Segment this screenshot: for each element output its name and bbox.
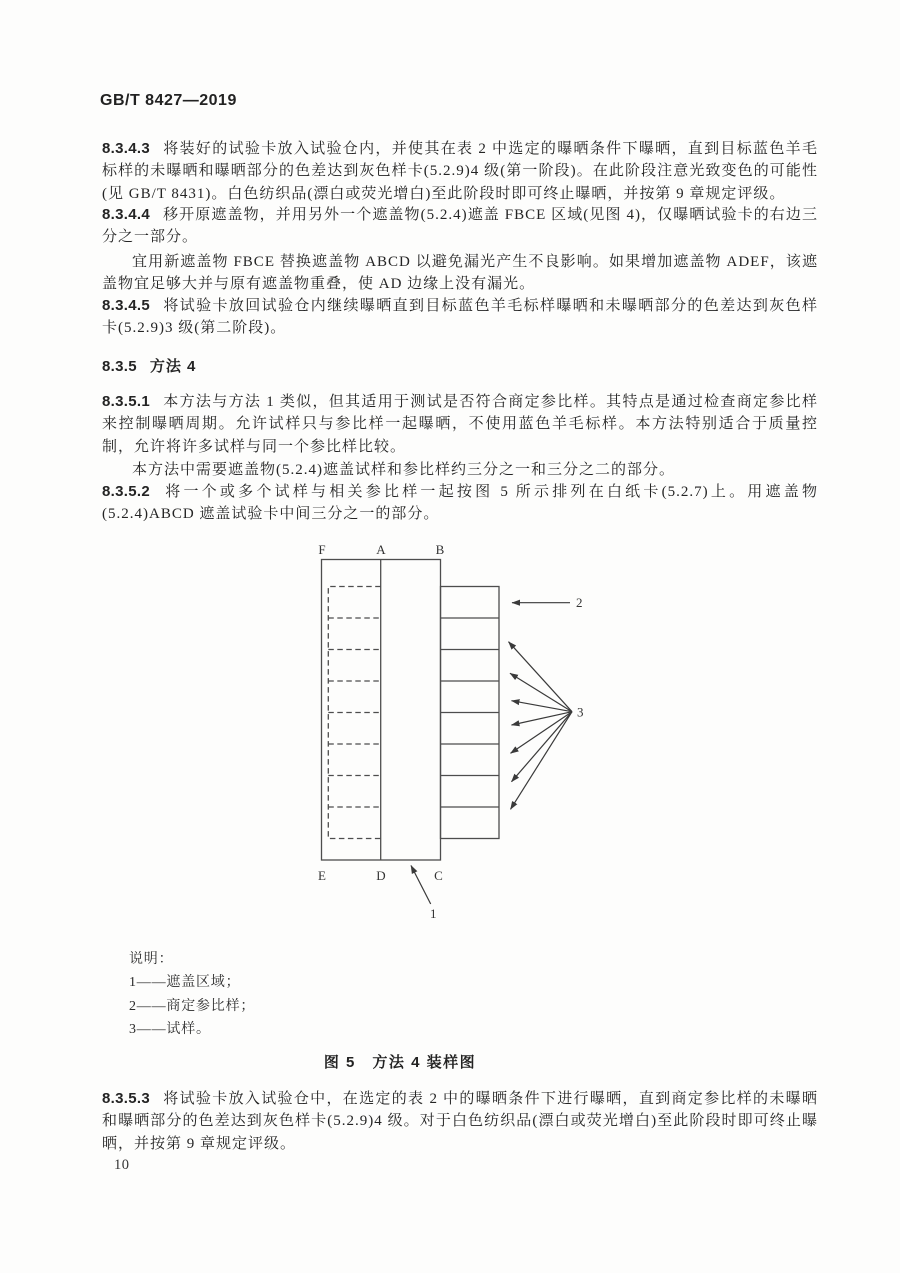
- section-title: 方法 4: [149, 358, 197, 375]
- clause-text: 宜用新遮盖物 FBCE 替换遮盖物 ABCD 以避免漏光产生不良影响。如果增加遮盖物 ADEF，该遮盖物宜足够大并与原有遮盖物重叠，使 AD 边缘上没有漏光。: [102, 254, 818, 293]
- paragraph-8.3.5.2: [102, 481, 818, 526]
- clause-number: 8.3.4.5: [102, 297, 150, 314]
- clause-number: 8.3.4.3: [102, 140, 150, 157]
- clause-text: 将装好的试验卡放入试验仓内，并使其在表 2 中选定的曝晒条件下曝晒，直到目标蓝色羊毛标样的未曝晒和曝晒部分的色差达到灰色样卡(5.2.9)4 级(第一阶段)。在此阶段注意光致变色的可能性(见 GB/T 8431)。白色纺织品(漂白或荧光增白)至此阶段时即可终止曝晒，并按第 9 章规定评级。: [102, 141, 818, 202]
- paragraph-note-cover: [102, 459, 818, 481]
- corner-label-a: A: [376, 542, 386, 557]
- corner-label-c: C: [434, 868, 443, 883]
- callout-label-2: 2: [576, 595, 583, 610]
- paragraph-note-fbce: [102, 251, 818, 296]
- clause-text: 将试验卡放入试验仓中，在选定的表 2 中的曝晒条件下进行曝晒，直到商定参比样的未曝晒和曝晒部分的色差达到灰色样卡(5.2.9)4 级。对于白色纺织品(漂白或荧光增白)至此阶段时即可终止曝晒，并按第 9 章规定评级。: [102, 1091, 818, 1152]
- paragraph-8.3.4.3: [102, 138, 818, 205]
- covered-area-arrow: [411, 866, 431, 905]
- paragraph-8.3.4.5: [102, 295, 818, 340]
- specimen-arrow-fan: [509, 642, 573, 810]
- paragraph-8.3.5.1: [102, 391, 818, 458]
- specimen-dashed-dividers: [328, 618, 380, 807]
- reference-strip-dividers: [441, 618, 500, 807]
- clause-number: 8.3.5.3: [102, 1090, 150, 1107]
- clause-text: 本方法与方法 1 类似，但其适用于测试是否符合商定参比样。其特点是通过检查商定参比样来控制曝晒周期。允许试样只与参比样一起曝晒，不使用蓝色羊毛标样。本方法特别适合于质量控制，允许将许多试样与同一个参比样比较。: [102, 394, 818, 455]
- legend-item-2: 2——商定参比样；: [129, 998, 256, 1014]
- standard-number: GB/T 8427—2019: [100, 92, 237, 109]
- section-number: 8.3.5: [102, 358, 137, 375]
- legend-item-3: 3——试样。: [129, 1021, 211, 1037]
- legend-title: 说明：: [129, 952, 174, 967]
- corner-label-e: E: [318, 868, 326, 883]
- figure-legend: [129, 948, 255, 1041]
- callout-label-1: 1: [430, 906, 437, 921]
- section-heading-8.3.5: [102, 356, 818, 378]
- figure-caption: 图 5 方法 4 装样图: [323, 1054, 477, 1071]
- legend-item-1: 1——遮盖区域；: [129, 975, 241, 991]
- paragraph-8.3.4.4: [102, 204, 818, 249]
- corner-label-d: D: [376, 868, 386, 883]
- clause-text: 将一个或多个试样与相关参比样一起按图 5 所示排列在白纸卡(5.2.7)上。用遮盖物(5.2.4)ABCD 遮盖试验卡中间三分之一的部分。: [102, 484, 818, 523]
- figure-5-diagram: [280, 535, 625, 935]
- clause-text: 本方法中需要遮盖物(5.2.4)遮盖试样和参比样约三分之一和三分之二的部分。: [132, 462, 675, 478]
- corner-label-f: F: [318, 542, 326, 557]
- clause-number: 8.3.4.4: [102, 206, 150, 223]
- page-number: 10: [114, 1157, 130, 1173]
- clause-text: 将试验卡放回试验仓内继续曝晒直到目标蓝色羊毛标样曝晒和未曝晒部分的色差达到灰色样卡(5.2.9)3 级(第二阶段)。: [102, 298, 818, 337]
- clause-text: 移开原遮盖物，并用另外一个遮盖物(5.2.4)遮盖 FBCE 区域(见图 4)，仅曝晒试验卡的右边三分之一部分。: [102, 207, 818, 246]
- clause-number: 8.3.5.2: [102, 483, 150, 500]
- specimen-dashed-outline: [328, 587, 380, 839]
- paragraph-8.3.5.3: [102, 1088, 818, 1155]
- callout-label-3: 3: [577, 704, 584, 720]
- clause-number: 8.3.5.1: [102, 393, 150, 410]
- corner-label-b: B: [435, 542, 445, 557]
